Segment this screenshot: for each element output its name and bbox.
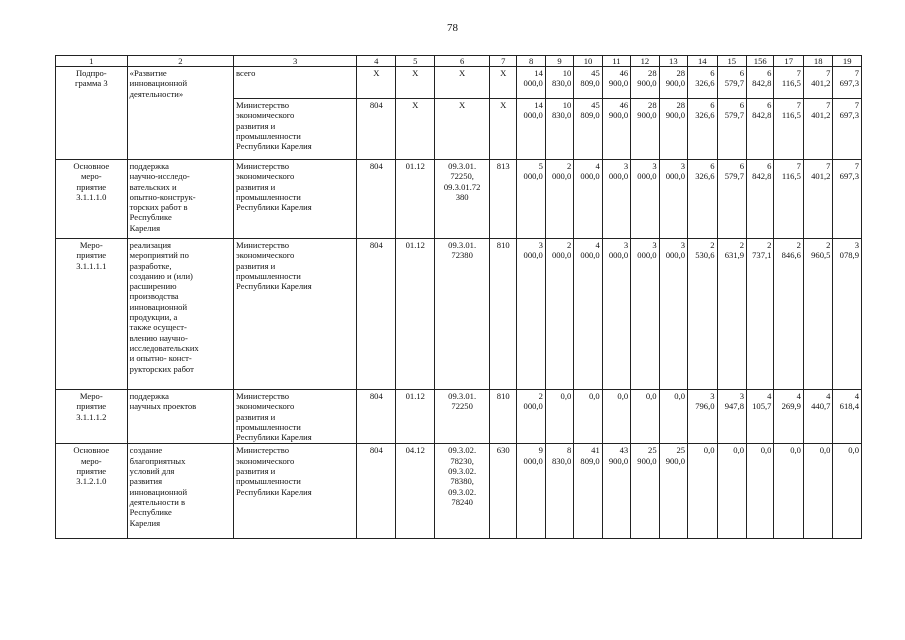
grbs-cell: Х <box>357 67 396 99</box>
value-cell: 10 830,0 <box>545 99 573 160</box>
value-cell: 5 000,0 <box>517 160 545 239</box>
value-cell: 14 000,0 <box>517 67 545 99</box>
status-cell: Основное меро- приятие 3.1.2.1.0 <box>56 444 128 539</box>
value-cell: 46 900,0 <box>602 99 630 160</box>
value-cell: 7 116,5 <box>774 67 804 99</box>
value-cell: 7 116,5 <box>774 99 804 160</box>
header-cell: 1 <box>56 56 128 67</box>
status-cell: Меро- приятие 3.1.1.1.1 <box>56 239 128 390</box>
value-cell: 2 631,9 <box>717 239 747 390</box>
executor-cell: Министерство экономического развития и промышленности Республики Карелия <box>234 160 357 239</box>
executor-cell: Министерство экономического развития и промышленности Республики Карелия <box>234 239 357 390</box>
executor-cell: Министерство экономического развития и промышленности Республики Карелия <box>234 390 357 444</box>
value-cell: 4 618,4 <box>833 390 862 444</box>
vr-cell: 810 <box>490 390 517 444</box>
value-cell: 6 842,8 <box>747 99 774 160</box>
value-cell: 0,0 <box>717 444 747 539</box>
value-cell: 28 900,0 <box>631 99 659 160</box>
value-cell: 6 326,6 <box>688 67 718 99</box>
rzpr-cell: 01.12 <box>396 160 435 239</box>
value-cell: 2 846,6 <box>774 239 804 390</box>
header-cell: 8 <box>517 56 545 67</box>
value-cell: 6 842,8 <box>747 160 774 239</box>
table-row <box>56 67 862 99</box>
value-cell: 2 960,5 <box>803 239 833 390</box>
value-cell: 0,0 <box>833 444 862 539</box>
executor-cell: Министерство экономического развития и промышленности Республики Карелия <box>234 99 357 160</box>
value-cell: 25 900,0 <box>659 444 687 539</box>
vr-cell: 810 <box>490 239 517 390</box>
value-cell: 43 900,0 <box>602 444 630 539</box>
value-cell: 45 809,0 <box>574 67 602 99</box>
status-cell: Меро- приятие 3.1.1.1.2 <box>56 390 128 444</box>
value-cell: 25 900,0 <box>631 444 659 539</box>
header-cell: 156 <box>747 56 774 67</box>
value-cell: 4 000,0 <box>574 239 602 390</box>
value-cell: 2 000,0 <box>545 160 573 239</box>
value-cell: 0,0 <box>602 390 630 444</box>
value-cell: 0,0 <box>545 390 573 444</box>
value-cell: 6 326,6 <box>688 99 718 160</box>
budget-table <box>55 55 862 539</box>
value-cell: 0,0 <box>774 444 804 539</box>
header-cell: 11 <box>602 56 630 67</box>
value-cell: 3 947,8 <box>717 390 747 444</box>
header-cell: 2 <box>127 56 233 67</box>
value-cell: 7 697,3 <box>833 160 862 239</box>
vr-cell: 813 <box>490 160 517 239</box>
value-cell: 41 809,0 <box>574 444 602 539</box>
rzpr-cell: Х <box>396 99 435 160</box>
csr-cell: 09.3.02. 78230, 09.3.02. 78380, 09.3.02. 78240 <box>435 444 490 539</box>
value-cell: 6 579,7 <box>717 160 747 239</box>
name-cell: поддержка научно-исследо- вательских и опытно-конструк- торских работ в Республике Карелия <box>127 160 233 239</box>
value-cell: 0,0 <box>803 444 833 539</box>
value-cell: 7 401,2 <box>803 67 833 99</box>
value-cell: 3 000,0 <box>602 239 630 390</box>
status-cell: Основное меро- приятие 3.1.1.1.0 <box>56 160 128 239</box>
value-cell: 0,0 <box>574 390 602 444</box>
value-cell: 2 000,0 <box>545 239 573 390</box>
value-cell: 28 900,0 <box>659 67 687 99</box>
value-cell: 2 000,0 <box>517 390 545 444</box>
value-cell: 3 000,0 <box>659 239 687 390</box>
csr-cell: 09.3.01. 72250, 09.3.01.72 380 <box>435 160 490 239</box>
header-cell: 15 <box>717 56 747 67</box>
value-cell: 4 440,7 <box>803 390 833 444</box>
vr-cell: Х <box>490 67 517 99</box>
value-cell: 7 697,3 <box>833 67 862 99</box>
rzpr-cell: Х <box>396 67 435 99</box>
csr-cell: 09.3.01. 72380 <box>435 239 490 390</box>
value-cell: 4 105,7 <box>747 390 774 444</box>
value-cell: 8 830,0 <box>545 444 573 539</box>
value-cell: 28 900,0 <box>631 67 659 99</box>
rzpr-cell: 01.12 <box>396 390 435 444</box>
value-cell: 6 326,6 <box>688 160 718 239</box>
header-cell: 18 <box>803 56 833 67</box>
header-cell: 13 <box>659 56 687 67</box>
value-cell: 3 796,0 <box>688 390 718 444</box>
value-cell: 14 000,0 <box>517 99 545 160</box>
value-cell: 4 000,0 <box>574 160 602 239</box>
header-cell: 9 <box>545 56 573 67</box>
header-cell: 3 <box>234 56 357 67</box>
grbs-cell: 804 <box>357 239 396 390</box>
value-cell: 0,0 <box>747 444 774 539</box>
value-cell: 6 842,8 <box>747 67 774 99</box>
table-row <box>56 444 862 539</box>
header-cell: 6 <box>435 56 490 67</box>
executor-cell: Министерство экономического развития и промышленности Республики Карелия <box>234 444 357 539</box>
table-body <box>56 56 862 539</box>
value-cell: 3 000,0 <box>631 239 659 390</box>
status-cell: Подпро- грамма 3 <box>56 67 128 160</box>
value-cell: 3 000,0 <box>631 160 659 239</box>
value-cell: 28 900,0 <box>659 99 687 160</box>
header-row <box>56 56 862 67</box>
vr-cell: 630 <box>490 444 517 539</box>
value-cell: 4 269,9 <box>774 390 804 444</box>
grbs-cell: 804 <box>357 99 396 160</box>
header-cell: 14 <box>688 56 718 67</box>
executor-cell: всего <box>234 67 357 99</box>
header-cell: 5 <box>396 56 435 67</box>
vr-cell: Х <box>490 99 517 160</box>
value-cell: 3 000,0 <box>602 160 630 239</box>
csr-cell: Х <box>435 67 490 99</box>
value-cell: 0,0 <box>659 390 687 444</box>
table-row <box>56 390 862 444</box>
rzpr-cell: 04.12 <box>396 444 435 539</box>
table-row <box>56 239 862 390</box>
header-cell: 10 <box>574 56 602 67</box>
header-cell: 4 <box>357 56 396 67</box>
value-cell: 3 000,0 <box>659 160 687 239</box>
csr-cell: 09.3.01. 72250 <box>435 390 490 444</box>
value-cell: 7 401,2 <box>803 99 833 160</box>
value-cell: 46 900,0 <box>602 67 630 99</box>
value-cell: 7 401,2 <box>803 160 833 239</box>
table-row <box>56 160 862 239</box>
value-cell: 7 116,5 <box>774 160 804 239</box>
name-cell: реализация мероприятий по разработке, созданию и (или) расширению производства инновационной продукции, а также осущест- влению научно- исследовательских и опытно- конст- рукторских работ <box>127 239 233 390</box>
csr-cell: Х <box>435 99 490 160</box>
value-cell: 6 579,7 <box>717 67 747 99</box>
value-cell: 0,0 <box>688 444 718 539</box>
value-cell: 10 830,0 <box>545 67 573 99</box>
grbs-cell: 804 <box>357 390 396 444</box>
value-cell: 9 000,0 <box>517 444 545 539</box>
value-cell: 3 000,0 <box>517 239 545 390</box>
value-cell: 7 697,3 <box>833 99 862 160</box>
header-cell: 19 <box>833 56 862 67</box>
rzpr-cell: 01.12 <box>396 239 435 390</box>
header-cell: 12 <box>631 56 659 67</box>
grbs-cell: 804 <box>357 160 396 239</box>
value-cell: 6 579,7 <box>717 99 747 160</box>
value-cell: 45 809,0 <box>574 99 602 160</box>
name-cell: «Развитие инновационной деятельности» <box>127 67 233 160</box>
value-cell: 3 078,9 <box>833 239 862 390</box>
value-cell: 2 530,6 <box>688 239 718 390</box>
name-cell: создание благоприятных условий для развития инновационной деятельности в Республике Карелия <box>127 444 233 539</box>
grbs-cell: 804 <box>357 444 396 539</box>
header-cell: 17 <box>774 56 804 67</box>
value-cell: 0,0 <box>631 390 659 444</box>
name-cell: поддержка научных проектов <box>127 390 233 444</box>
value-cell: 2 737,1 <box>747 239 774 390</box>
page-number: 78 <box>447 22 458 34</box>
header-cell: 7 <box>490 56 517 67</box>
